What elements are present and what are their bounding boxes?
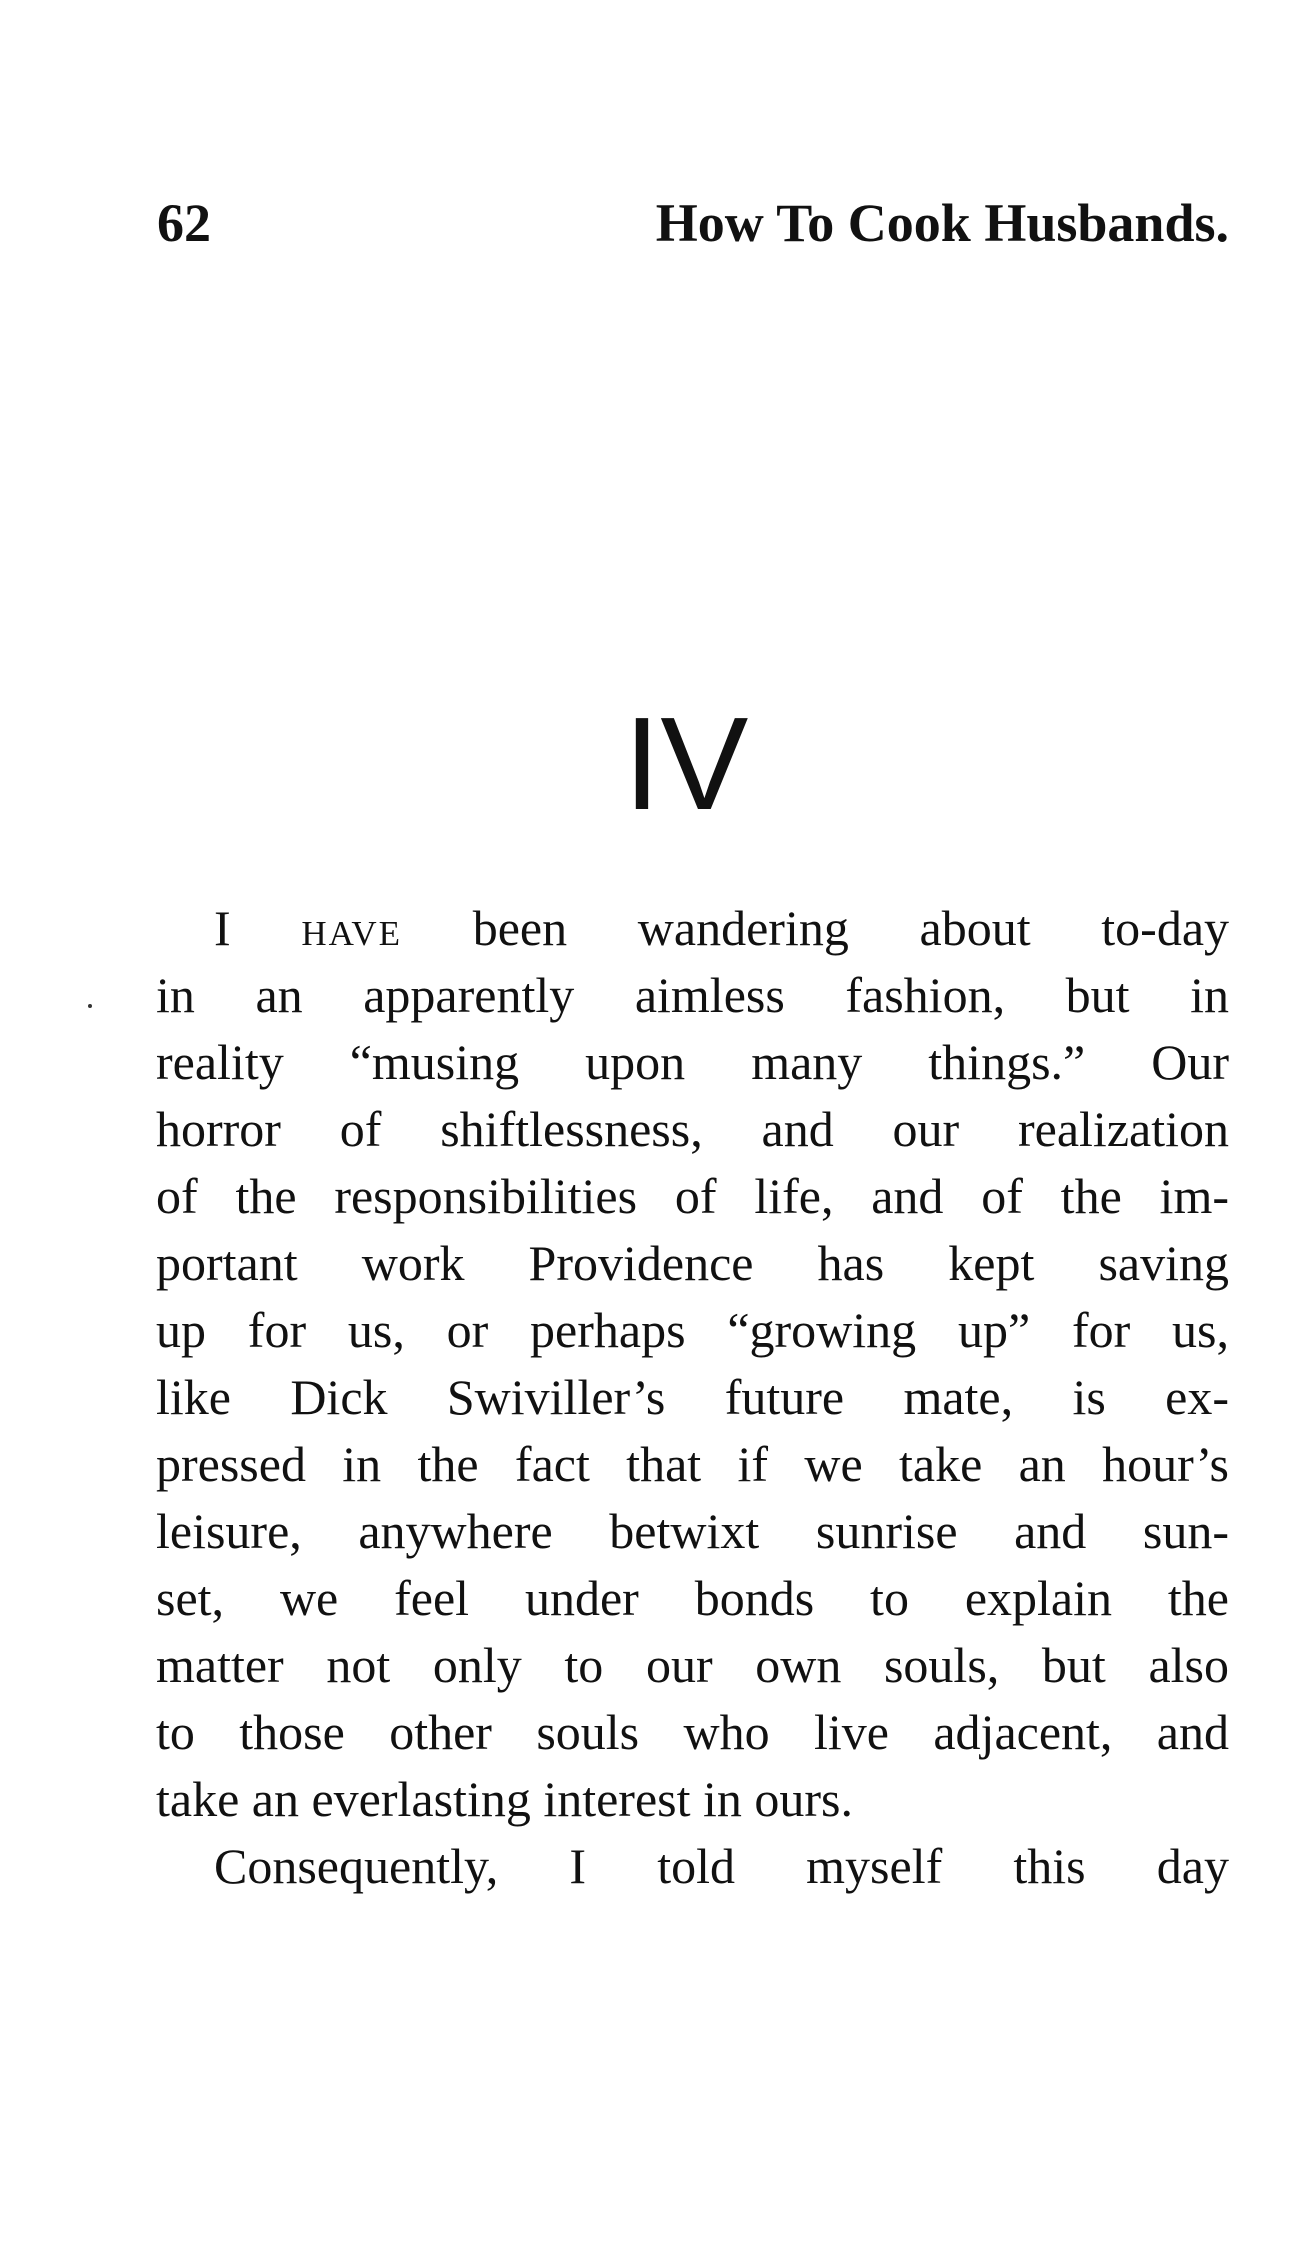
paragraph-line-9: pressed in the fact that if we take an hour’s (156, 1436, 1229, 1492)
paragraph-line-14: take an everlasting interest in ours. (156, 1771, 853, 1827)
drop-word: I (214, 900, 231, 956)
paragraph-line-1 (156, 895, 1229, 962)
paragraph-line-11: set, we feel under bonds to explain the (156, 1570, 1229, 1626)
line-1-text: been wandering about to-day (472, 900, 1230, 956)
page-number: 62 (157, 193, 211, 253)
paragraph-line-10: leisure, anywhere betwixt sunrise and sun- (156, 1503, 1229, 1559)
paragraph-line-8: like Dick Swiviller’s future mate, is ex- (156, 1369, 1229, 1425)
paragraph-line-12: matter not only to our own souls, but also (156, 1637, 1229, 1693)
running-head-title: How To Cook Husbands. (655, 193, 1229, 253)
small-caps-word: have (301, 900, 403, 956)
paragraph-line-4: horror of shiftlessness, and our realization (156, 1101, 1229, 1157)
paragraph-line-5: of the responsibilities of life, and of the im- (156, 1168, 1229, 1224)
body-text (156, 895, 1229, 1900)
paragraph-line-13: to those other souls who live adjacent, and (156, 1704, 1229, 1760)
paragraph-line-3: reality “musing upon many things.” Our (156, 1034, 1229, 1090)
paragraph-line-7: up for us, or perhaps “growing up” for us, (156, 1302, 1229, 1358)
chapter-number: IV (623, 690, 749, 837)
paragraph-2-line-1: Consequently, I told myself this day (214, 1838, 1229, 1894)
stray-ink-mark (88, 1004, 92, 1008)
paragraph-line-6: portant work Providence has kept saving (156, 1235, 1229, 1291)
paragraph-line-2: in an apparently aimless fashion, but in (156, 967, 1229, 1023)
